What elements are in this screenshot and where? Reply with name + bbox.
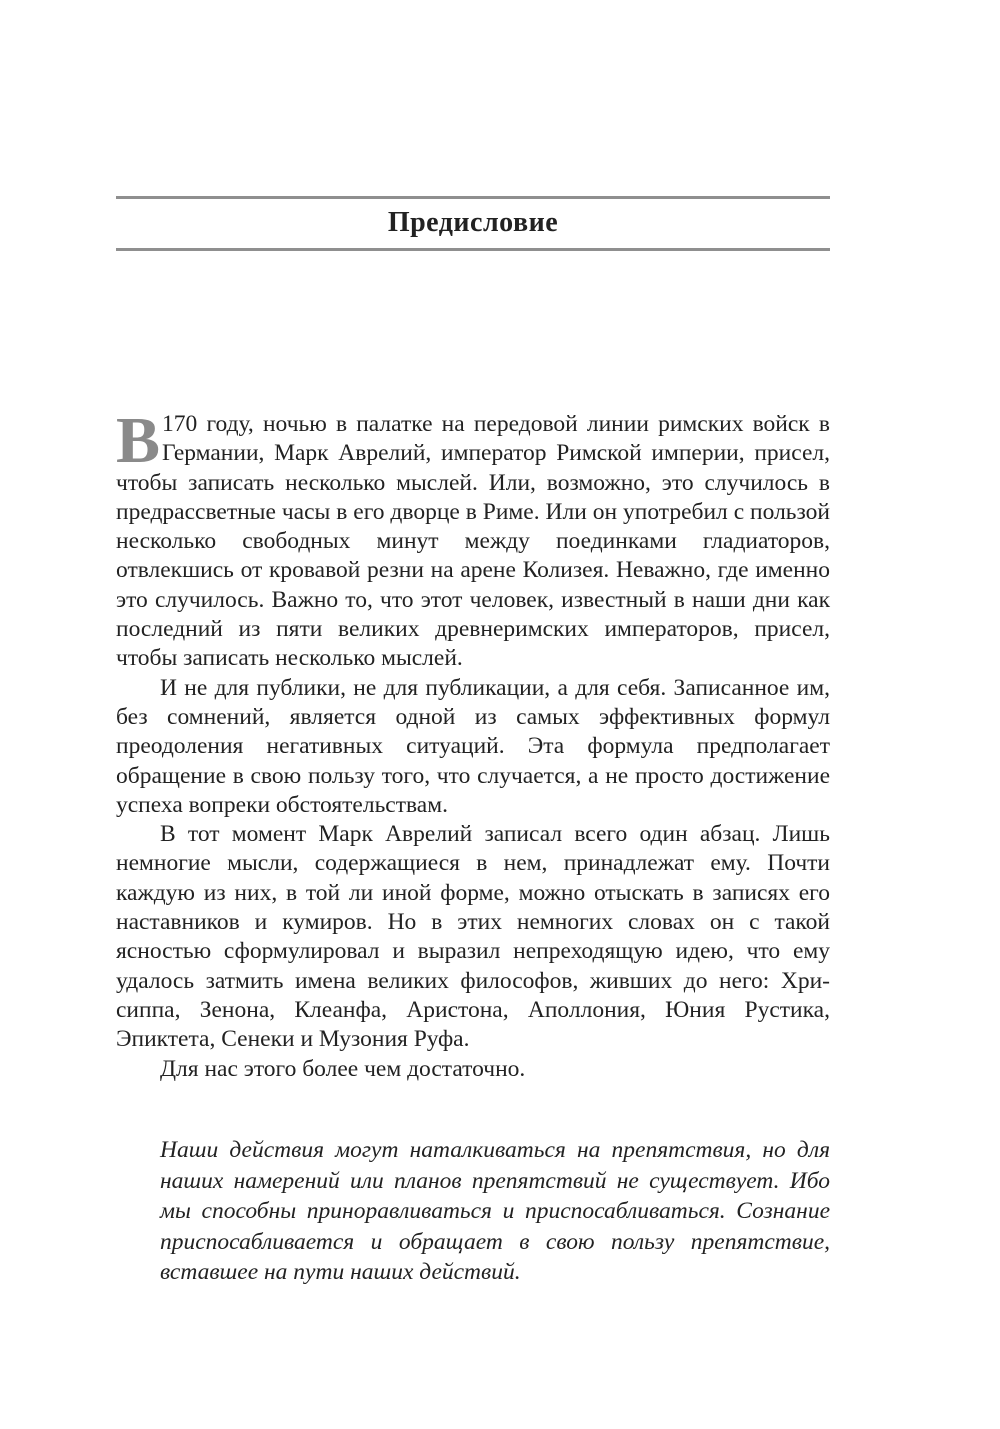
header-bottom-rule <box>116 248 830 251</box>
chapter-title: Предисловие <box>387 207 559 238</box>
paragraph-4: Для нас этого более чем достаточно. <box>160 1055 526 1082</box>
drop-cap: В <box>116 404 161 477</box>
epigraph-quote: Наши действия могут наталкиваться на препятствия, но для наших намерений или планов препятствий не существует. Ибо мы способны приноравливаться и приспосабливаться. Сознание приспосабливается и обращает в свою пользу препятствие, вставшее на пути наших действий. <box>160 1137 830 1285</box>
paragraph-1-text: 170 году, ночью в палатке на передовой линии римских войск в Германии, Марк Аврелий, император Римской империи, присел, чтобы записать несколько мыслей. Или, возможно, это случилось в предрассветные часы в его дворце в Риме. Или он употребил с пользой несколько свободных минут между поединками гладиаторов, отвлекшись от кровавой резни на арене Колизея. Неважно, где именно это случилось. Важно то, что этот человек, известный в наши дни как последний из пяти великих древнеримских императоров, присел, чтобы записать несколько мыслей. <box>116 411 830 672</box>
paragraph-3: В тот момент Марк Аврелий записал всего один абзац. Лишь немногие мысли, содержащиеся в нем, принадлежат ему. Почти каждую из них, в той ли иной форме, можно отыскать в записях его наставников и кумиров. Но в этих немногих словах он с такой ясностью сформулировал и выразил непреходящую идею, что ему удалось затмить имена великих философов, живших до него: Хрисиппа, Зенона, Клеанфа, Аристона, Аполлония, Юния Рустика, Эпиктета, Сенеки и Музония Руфа. <box>116 821 830 1053</box>
paragraph-1 <box>116 404 830 674</box>
paragraph-2: И не для публики, не для публикации, а для себя. Записанное им, без сомнений, является одной из самых эффективных формул преодоления негативных ситуаций. Эта формула предполагает обращение в свою пользу того, что случается, а не просто достижение успеха вопреки обстоятельствам. <box>116 674 830 818</box>
header-top-rule <box>116 196 830 199</box>
chapter-body <box>116 404 830 1084</box>
